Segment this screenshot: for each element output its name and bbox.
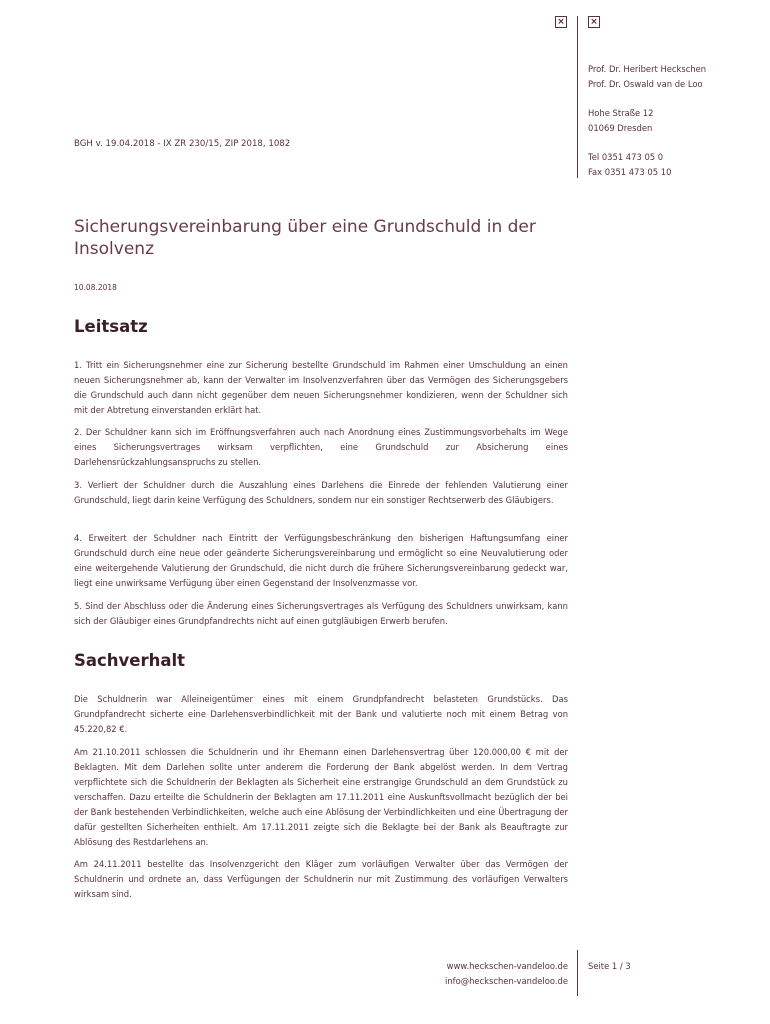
leitsatz-paragraph: 3. Verliert der Schuldner durch die Auszahlung eines Darlehens die Einrede der fehlenden Valutierung einer Grundschuld, liegt darin keine Verfügung des Schuldners, sondern nur ein sonstiger Rechtserwerb des Gläubigers. <box>74 480 568 505</box>
street-address: Hohe Straße 12 <box>588 108 654 118</box>
close-icon[interactable]: × <box>555 16 567 28</box>
city-address: 01069 Dresden <box>588 123 653 133</box>
header-divider-line <box>577 16 578 178</box>
phone-number: Tel 0351 473 05 0 <box>588 152 664 162</box>
section-heading-leitsatz: Leitsatz <box>74 317 148 336</box>
close-icon[interactable]: × <box>588 16 600 28</box>
sender-name: Prof. Dr. Oswald van de Loo <box>588 79 703 89</box>
leitsatz-paragraph: 2. Der Schuldner kann sich im Eröffnungsverfahren auch nach Anordnung eines Zustimmungsvorbehalts im Wege eines Sicherungsvertrages wirksam verpflichten, eine Grundschuld zur Absicherung eines Darlehensrückzahlungsanspruchs zu stellen. <box>74 427 568 467</box>
sachverhalt-paragraph: Am 24.11.2011 bestellte das Insolvenzgericht den Kläger zum vorläufigen Verwalter über das Vermögen der Schuldnerin und ordnete an, dass Verfügungen der Schuldnerin nur mit Zustimmung des vorläufigen Verwalters wirksam sind. <box>74 859 568 899</box>
case-citation: BGH v. 19.04.2018 - IX ZR 230/15, ZIP 2018, 1082 <box>74 139 291 149</box>
leitsatz-paragraph: 1. Tritt ein Sicherungsnehmer eine zur Sicherung bestellte Grundschuld im Rahmen einer Umschuldung an einen neuen Sicherungsnehmer ab, kann der Verwalter im Insolvenzverfahren über das Vermögen des Sicherungsgebers die Grundschuld auch dann nicht gegenüber dem neuen Sicherungsnehmer kondizieren, wenn der Schuldner sich mit der Abtretung einverstanden erklärt hat. <box>74 360 568 415</box>
leitsatz-paragraph: 5. Sind der Abschluss oder die Änderung eines Sicherungsvertrages als Verfügung des Schuldners unwirksam, kann sich der Gläubiger eines Grundpfandrechts nicht auf einen gutgläubigen Erwerb berufen. <box>74 601 568 626</box>
page-title: Sicherungsvereinbarung über eine Grundschuld in der Insolvenz <box>74 217 536 259</box>
page-number: Seite 1 / 3 <box>588 961 631 971</box>
footer-divider-line <box>577 950 578 996</box>
sachverhalt-paragraph: Am 21.10.2011 schlossen die Schuldnerin und ihr Ehemann einen Darlehensvertrag über 120.000,00 € mit der Beklagten. Mit dem Darlehen sollte unter anderem die Forderung der Bank abgelöst werden. In dem Vertrag verpflichtete sich die Schuldnerin der Beklagten als Sicherheit eine erstrangige Grundschuld an dem Grundstück zu verschaffen. Dazu erteilte die Schuldnerin der Beklagten am 17.11.2011 eine Auskunftsvollmacht bezüglich der bei der Bank bestehenden Verbindlichkeiten, welche auch eine Ablösung der Verbindlichkeiten und eine Übertragung der dafür gestellten Sicherheiten enthielt. Am 17.11.2011 zeigte sich die Beklagte bei der Bank als Beauftragte zur Ablösung des Restdarlehens an. <box>74 747 568 847</box>
publication-date: 10.08.2018 <box>74 283 117 292</box>
footer-contact <box>445 959 568 989</box>
sachverhalt-paragraph: Die Schuldnerin war Alleineigentümer eines mit einem Grundpfandrecht belasteten Grundstücks. Das Grundpfandrecht sicherte eine Darlehensverbindlichkeit mit der Bank und valutierte noch mit einem Betrag von 45.220,82 €. <box>74 694 568 734</box>
section-heading-sachverhalt: Sachverhalt <box>74 651 186 670</box>
leitsatz-paragraph: 4. Erweitert der Schuldner nach Eintritt der Verfügungsbeschränkung den bisherigen Haftungsumfang einer Grundschuld durch eine neue oder geänderte Sicherungsvereinbarung und ermöglicht so eine Neuvalutierung oder eine weitergehende Valutierung der Grundschuld, die nicht durch die frühere Sicherungsvereinbarung gedeckt war, liegt eine unwirksame Verfügung über einen Gegenstand der Insolvenzmasse vor. <box>74 533 568 588</box>
sender-address-block <box>588 62 706 180</box>
email-link[interactable]: info@heckschen-vandeloo.de <box>445 976 568 986</box>
sender-name: Prof. Dr. Heribert Heckschen <box>588 64 707 74</box>
website-link[interactable]: www.heckschen-vandeloo.de <box>446 961 568 971</box>
fax-number: Fax 0351 473 05 10 <box>588 167 672 177</box>
